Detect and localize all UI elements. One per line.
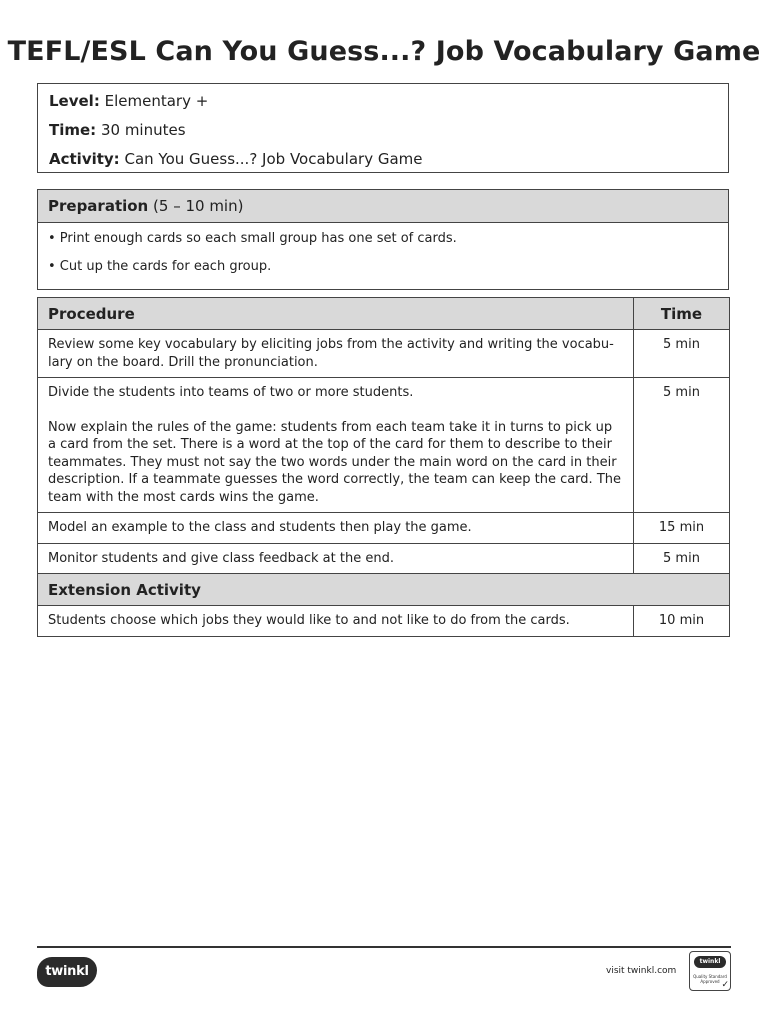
procedure-table — [37, 297, 730, 637]
twinkl-logo: twinkl — [37, 957, 97, 987]
activity-label: Activity: — [49, 150, 120, 168]
checkmark-icon: ✓ — [721, 980, 729, 990]
time-header: Time — [634, 298, 730, 330]
preparation-box — [37, 189, 729, 290]
table-row — [38, 330, 730, 378]
preparation-heading — [38, 190, 728, 223]
step-time: 15 min — [634, 513, 730, 544]
table-row — [38, 378, 730, 513]
preparation-duration: (5 – 10 min) — [153, 197, 244, 215]
badge-caption: Quality Standard Approved — [693, 974, 727, 984]
time-value: 30 minutes — [100, 121, 186, 139]
step-text: Review some key vocabulary by eliciting jobs from the activity and writing the vocabu-lary on the board. Drill the pronunciation. — [38, 330, 634, 378]
table-row — [38, 543, 730, 574]
footer-divider — [37, 946, 731, 948]
quality-badge — [689, 951, 731, 991]
preparation-item: • Cut up the cards for each group. — [48, 259, 272, 274]
procedure-header-row — [38, 298, 730, 330]
level-value: Elementary + — [104, 92, 209, 110]
extension-time: 10 min — [634, 606, 730, 637]
extension-header-row — [38, 574, 730, 606]
time-label: Time: — [49, 121, 97, 139]
activity-line — [49, 147, 717, 176]
extension-text: Students choose which jobs they would like to and not like to do from the cards. — [38, 606, 634, 637]
visit-link[interactable]: visit twinkl.com — [606, 966, 677, 976]
step-text-cell — [38, 378, 634, 513]
table-row — [38, 513, 730, 544]
table-row — [38, 606, 730, 637]
badge-logo: twinkl — [694, 956, 726, 968]
step-text: Model an example to the class and students then play the game. — [38, 513, 634, 544]
activity-value: Can You Guess...? Job Vocabulary Game — [124, 150, 423, 168]
step-time: 5 min — [634, 378, 730, 513]
extension-heading: Extension Activity — [38, 574, 730, 606]
procedure-header: Procedure — [38, 298, 634, 330]
step-time: 5 min — [634, 543, 730, 574]
preparation-list — [38, 223, 728, 289]
lesson-info-box — [37, 83, 729, 173]
step-text-rules: Now explain the rules of the game: students from each team take it in turns to pick up a card from the set. There is a word at the top of the card for them to describe to their teammates. They must not say the two words under the main word on the card in their description. If a teammate guesses the word correctly, the team can keep the card. The team with the most cards wins the game. — [48, 419, 621, 505]
level-line — [49, 89, 717, 118]
step-text: Divide the students into teams of two or more students. — [48, 385, 414, 400]
step-text: Monitor students and give class feedback at the end. — [38, 543, 634, 574]
step-time: 5 min — [634, 330, 730, 378]
level-label: Level: — [49, 92, 100, 110]
page-title: TEFL/ESL Can You Guess...? Job Vocabulary Game — [7, 36, 761, 67]
preparation-item: • Print enough cards so each small group has one set of cards. — [48, 231, 457, 246]
time-line — [49, 118, 717, 147]
preparation-title: Preparation — [48, 197, 149, 215]
